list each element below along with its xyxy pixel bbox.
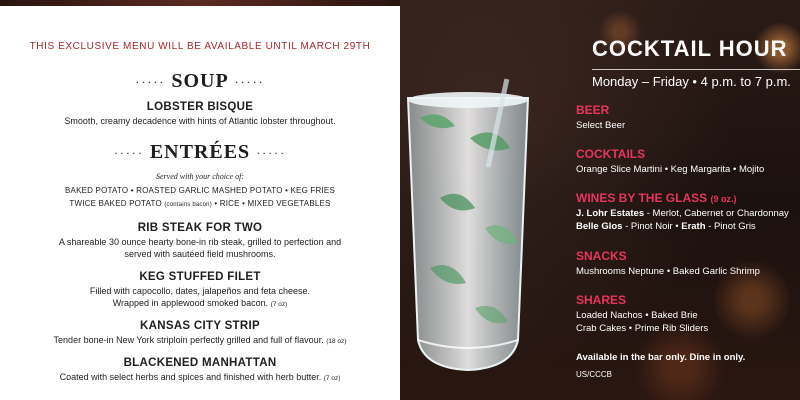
menu-code: US/CCCB — [576, 370, 613, 379]
side-rest: • RICE • MIXED VEGETABLES — [214, 199, 331, 208]
lobster-bisque-desc: Smooth, creamy decadence with hints of Atlantic lobster throughout. — [64, 116, 336, 126]
side-options — [0, 184, 400, 212]
side-options-line-1: BAKED POTATO • ROASTED GARLIC MASHED POTATO • KEG FRIES — [65, 186, 335, 195]
beer-line: Select Beer — [576, 120, 626, 131]
kansas-city-strip-desc — [0, 334, 400, 348]
manhattan-size: (7 oz) — [323, 375, 341, 382]
wines-heading-text: WINES BY THE GLASS — [576, 191, 708, 205]
cocktail-hour-panel — [400, 0, 800, 400]
rib-steak-desc-line-1: A shareable 30 ounce hearty bone-in rib steak, grilled to perfection and — [58, 237, 342, 247]
snacks-heading: SNACKS — [576, 249, 627, 263]
heading-dots-left: ····· — [113, 145, 144, 160]
served-with-note: Served with your choice of: — [156, 172, 244, 181]
wines-heading — [576, 191, 736, 205]
rib-steak-name: RIB STEAK FOR TWO — [137, 222, 263, 234]
keg-filet-desc-text: Wrapped in applewood smoked bacon. — [112, 298, 269, 308]
menu-availability-notice: THIS EXCLUSIVE MENU WILL BE AVAILABLE UNTIL MARCH 29TH — [29, 41, 371, 52]
shares-heading: SHARES — [576, 293, 627, 307]
wine-brand-jlohr: J. Lohr Estates — [576, 208, 645, 219]
side-options-line-2 — [0, 197, 400, 212]
soup-heading — [0, 70, 400, 93]
rib-steak-desc-line-2: served with sautéed field mushrooms. — [124, 249, 276, 259]
heading-dots-right: ····· — [256, 145, 287, 160]
wine-brand-erath: Erath — [681, 221, 706, 232]
wine-belle-glos-varietal: - Pinot Noir • — [622, 221, 682, 232]
heading-dots-right: ····· — [234, 74, 265, 89]
entrees-heading-text: ENTRÉES — [149, 141, 251, 163]
cocktail-hour-title: COCKTAIL HOUR — [592, 36, 788, 61]
manhattan-desc-text: Coated with select herbs and spices and finished with herb butter. — [59, 372, 322, 382]
beer-heading: BEER — [576, 103, 610, 117]
cocktails-heading: COCKTAILS — [576, 147, 646, 161]
lobster-bisque-name: LOBSTER BISQUE — [146, 101, 254, 113]
keg-stuffed-filet-name: KEG STUFFED FILET — [139, 271, 261, 283]
blackened-manhattan-desc — [0, 371, 400, 385]
blackened-manhattan-name: BLACKENED MANHATTAN — [123, 357, 277, 369]
keg-stuffed-filet-desc — [0, 285, 400, 311]
rib-steak-desc — [0, 236, 400, 260]
top-photo-strip — [0, 0, 400, 6]
wine-jlohr-varietals: - Merlot, Cabernet or Chardonnay — [644, 208, 789, 219]
kc-strip-size: (18 oz) — [326, 338, 347, 345]
title-divider — [592, 69, 800, 70]
wines-line-2 — [576, 221, 756, 232]
heading-dots-left: ····· — [135, 74, 166, 89]
wines-line-1 — [576, 208, 789, 219]
kansas-city-strip-name: KANSAS CITY STRIP — [140, 320, 260, 332]
soup-heading-text: SOUP — [171, 70, 229, 92]
cocktails-line: Orange Slice Martini • Keg Margarita • Mojito — [576, 164, 765, 175]
cocktail-hour-schedule: Monday – Friday • 4 p.m. to 7 p.m. — [592, 74, 791, 89]
keg-filet-size: (7 oz) — [270, 301, 288, 308]
keg-filet-desc-line-2 — [0, 297, 400, 311]
wine-brand-belle-glos: Belle Glos — [576, 221, 623, 232]
side-contains-bacon: (contains bacon) — [164, 202, 212, 208]
side-twice-baked: TWICE BAKED POTATO — [69, 199, 162, 208]
keg-filet-desc-line-1: Filled with capocollo, dates, jalapeños and feta cheese. — [89, 286, 311, 296]
shares-line-1: Loaded Nachos • Baked Brie — [576, 310, 698, 321]
wine-erath-varietal: - Pinot Gris — [705, 221, 756, 232]
entrees-heading — [0, 141, 400, 164]
kc-strip-desc-text: Tender bone-in New York striploin perfectly grilled and full of flavour. — [53, 335, 324, 345]
availability-note: Available in the bar only. Dine in only. — [576, 352, 746, 363]
snacks-line: Mushrooms Neptune • Baked Garlic Shrimp — [576, 266, 760, 277]
mojito-glass-image — [400, 78, 550, 378]
wines-pour-size: (9 oz.) — [710, 194, 737, 204]
shares-line-2: Crab Cakes • Prime Rib Sliders — [576, 323, 709, 334]
